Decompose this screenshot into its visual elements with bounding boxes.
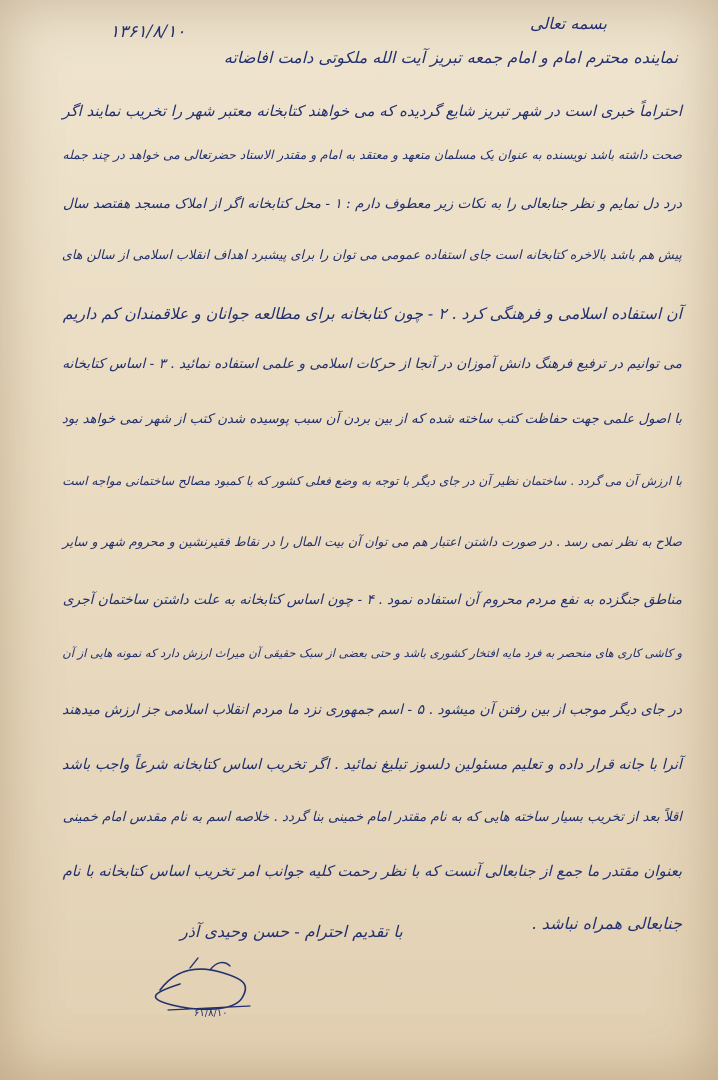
signature-date: ۶۱/۸/۱۰ [194,1008,228,1019]
letter-closing: با تقدیم احترام - حسن وحیدی آذر [180,922,403,941]
letter-address: نماینده محترم امام و امام جمعه تبریز آیت الله ملکوتی دامت افاضاته [223,48,678,67]
letter-line: صلاح به نظر نمی رسد . در صورت داشتن اعتبار هم می توان آن بیت المال را در نقاط فقیرنشین و محروم شهر و سایر [62,534,682,549]
letter-line: پیش هم باشد بالاخره کتابخانه است جای استفاده عمومی می توان را برای پیشبرد اهداف انقلاب اسلامی از سالن های [61,248,682,263]
letter-line: در جای دیگر موجب از بین رفتن آن میشود . ۵ - اسم جمهوری نزد ما مردم انقلاب اسلامی جز ارزش میدهند [62,702,682,718]
letter-line: درد دل نمایم و نظر جنابعالی را به نکات زیر معطوف دارم : ۱ - محل کتابخانه اگر از املاک مسجد هفتصد سال [62,196,682,212]
letter-line: آنرا با جانه قرار داده و تعلیم مسئولین دلسوز تبلیغ نمائید . اگر تخریب اساس کتابخانه شرعاً واجب باشد [61,756,682,773]
letter-line: صحت داشته باشد نویسنده به عنوان یک مسلمان متعهد و معتقد به امام و مقتدر الاستاد حضرتعالی می خواهد در چند جمله [62,148,682,162]
letter-line: می توانیم در ترفیع فرهنگ دانش آموزان در آنجا از حرکات اسلامی و علمی استفاده نمائید . ۳ - اساس کتابخانه [62,356,682,372]
letter-line: احتراماً خبری است در شهر تبریز شایع گردیده که می خواهند کتابخانه معتبر شهر را تخریب نمایند اگر [62,102,682,120]
letter-line: آن استفاده اسلامی و فرهنگی کرد . ۲ - چون کتابخانه برای مطالعه جوانان و علاقمندان کم داریم [62,304,682,323]
letter-line: بعنوان مقتدر ما جمع از جنابعالی آنست که با نظر رحمت کلیه جوانب امر تخریب اساس کتابخانه با نام [62,862,682,880]
letter-line: جنابعالی همراه نباشد . [531,914,682,933]
handwritten-signature [150,950,260,1020]
letter-line: اقلاً بعد از تخریب بسیار ساخته هایی که به نام مقتدر امام خمینی بنا گردد . خلاصه اسم به نام مقدس امام خمینی [62,810,682,825]
letter-line: با اصول علمی جهت حفاظت کتب ساخته شده که از بین بردن آن سبب پوسیده شدن کتب از شهر نمی خواهد بود [61,412,682,427]
letter-line: و کاشی کاری های منحصر به فرد مایه افتخار کشوری باشد و حتی بعضی از سبک حقیقی آن میراث ارزش دارد که نمونه هایی از آن [62,646,682,660]
letter-line: با ارزش آن می گردد . ساختمان نظیر آن در جای دیگر با توجه به وضع فعلی کشور که با کمبود مصالح ساختمانی مواجه است [62,474,682,488]
letter-line: مناطق جنگزده به نفع مردم محروم آن استفاده نمود . ۴ - چون اساس کتابخانه به علت داشتن ساختمان آجری [62,592,682,608]
letter-date: ۱۳۶۱/۸/۱۰ [110,22,186,42]
letter-basmala: بسمه تعالی [530,14,607,33]
